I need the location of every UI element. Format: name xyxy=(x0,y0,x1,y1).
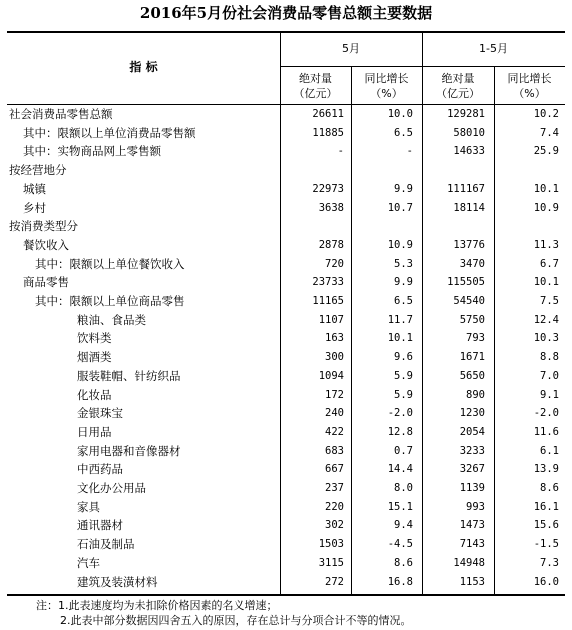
cell-may-growth: 5.9 xyxy=(394,388,413,401)
cell-may-growth: 8.0 xyxy=(394,482,413,494)
col-divider xyxy=(351,67,352,595)
table-bottom-rule xyxy=(7,594,565,596)
cell-may-abs: 300 xyxy=(325,351,344,364)
cell-ytd-abs: 993 xyxy=(466,500,485,513)
cell-ytd-abs: 2054 xyxy=(459,425,485,438)
cell-ytd-abs: 129281 xyxy=(447,108,485,120)
cell-ytd-abs: 1139 xyxy=(459,482,485,494)
row-label: 其中：限额以上单位餐饮收入 xyxy=(35,256,185,271)
cell-may-growth: - xyxy=(406,145,413,158)
cell-may-abs: 667 xyxy=(325,463,344,476)
row-label: 城镇 xyxy=(23,181,46,196)
cell-may-growth: 8.6 xyxy=(394,556,413,569)
cell-ytd-abs: 793 xyxy=(466,332,485,345)
cell-ytd-abs: 3233 xyxy=(459,444,485,457)
col-divider xyxy=(280,31,281,595)
cell-ytd-growth: 11.3 xyxy=(533,238,559,251)
row-label: 服装鞋帽、针纺织品 xyxy=(77,368,181,383)
cell-may-abs: - xyxy=(337,145,344,158)
cell-may-growth: 15.1 xyxy=(387,500,413,513)
row-label: 化妆品 xyxy=(77,387,112,402)
cell-may-growth: 10.9 xyxy=(387,238,413,251)
cell-may-abs: 237 xyxy=(325,482,344,494)
row-label: 粮油、食品类 xyxy=(77,312,146,327)
cell-ytd-abs: 5750 xyxy=(459,313,485,326)
cell-ytd-growth: 10.3 xyxy=(533,332,559,345)
cell-ytd-growth: 12.4 xyxy=(533,313,559,326)
cell-may-growth: 12.8 xyxy=(387,425,413,438)
row-label: 其中：限额以上单位商品零售 xyxy=(35,294,185,308)
cell-may-abs: 163 xyxy=(325,332,344,345)
cell-ytd-abs: 13776 xyxy=(453,238,485,251)
cell-may-growth: 6.5 xyxy=(394,126,413,139)
cell-ytd-abs: 14948 xyxy=(453,556,485,569)
growth-header-jan-may: 同比增长 （%） xyxy=(507,72,552,100)
cell-ytd-abs: 3470 xyxy=(459,257,485,270)
cell-ytd-abs: 1473 xyxy=(459,519,485,532)
cell-ytd-abs: 7143 xyxy=(459,538,485,551)
cell-ytd-growth: -1.5 xyxy=(533,538,559,551)
row-label: 饮料类 xyxy=(77,331,112,346)
row-label: 商品零售 xyxy=(23,275,69,290)
cell-ytd-abs: 5650 xyxy=(459,369,485,382)
table-title: 2016年5月份社会消费品零售总额主要数据 xyxy=(139,4,433,22)
header-bottom-rule xyxy=(7,104,565,105)
indicator-header: 指 标 xyxy=(129,60,158,74)
cell-ytd-abs: 111167 xyxy=(447,182,485,195)
cell-ytd-growth: 7.3 xyxy=(540,556,559,569)
cell-may-growth: 5.9 xyxy=(394,369,413,382)
abs-header-may: 绝对量 （亿元） xyxy=(293,72,338,100)
cell-ytd-abs: 1230 xyxy=(459,407,485,420)
table-top-rule xyxy=(7,31,565,33)
row-label: 按经营地分 xyxy=(9,163,67,178)
cell-ytd-growth: 10.9 xyxy=(533,201,559,214)
cell-may-growth: 9.6 xyxy=(394,351,413,364)
cell-ytd-growth: 8.8 xyxy=(540,351,559,364)
cell-ytd-abs: 14633 xyxy=(453,145,485,158)
row-label: 家用电器和音像器材 xyxy=(77,443,181,458)
row-label: 家具 xyxy=(77,499,100,514)
cell-may-abs: 422 xyxy=(325,425,344,438)
col-divider xyxy=(494,67,495,595)
footnote-2: 2.此表中部分数据因四舍五入的原因，存在总计与分项合计不等的情况。 xyxy=(60,614,412,627)
cell-ytd-abs: 58010 xyxy=(453,126,485,139)
col-divider xyxy=(422,31,423,595)
cell-ytd-growth: 25.9 xyxy=(533,145,559,158)
cell-may-abs: 1094 xyxy=(318,369,344,382)
cell-may-abs: 3115 xyxy=(318,556,344,569)
cell-ytd-growth: 9.1 xyxy=(540,388,559,401)
abs-header-jan-may: 绝对量 （亿元） xyxy=(436,72,480,100)
cell-may-abs: 720 xyxy=(325,257,344,270)
cell-ytd-abs: 1153 xyxy=(459,575,485,588)
period-header-may: 5月 xyxy=(342,42,360,55)
cell-ytd-growth: 10.1 xyxy=(533,276,559,289)
cell-ytd-abs: 1671 xyxy=(459,351,485,364)
period-header-jan-may: 1-5月 xyxy=(479,42,508,55)
cell-may-growth: 10.0 xyxy=(387,108,413,120)
cell-may-growth: 10.7 xyxy=(387,201,413,214)
cell-ytd-growth: 10.2 xyxy=(533,108,559,120)
row-label: 文化办公用品 xyxy=(77,481,146,495)
row-label: 通讯器材 xyxy=(77,518,123,533)
cell-ytd-growth: 8.6 xyxy=(540,482,559,494)
cell-may-growth: 9.9 xyxy=(394,182,413,195)
cell-may-abs: 22973 xyxy=(312,182,344,195)
row-label: 乡村 xyxy=(23,200,46,215)
cell-may-abs: 1107 xyxy=(318,313,344,326)
footnote-1: 注：1.此表速度均为未扣除价格因素的名义增速； xyxy=(36,599,278,612)
cell-may-abs: 2878 xyxy=(318,238,344,251)
row-label: 烟酒类 xyxy=(77,350,112,365)
cell-ytd-abs: 890 xyxy=(466,388,485,401)
cell-may-abs: 11165 xyxy=(312,295,344,307)
cell-ytd-growth: 6.7 xyxy=(540,257,559,270)
cell-ytd-growth: 16.1 xyxy=(533,500,559,513)
cell-may-growth: -2.0 xyxy=(387,407,413,420)
cell-ytd-growth: 7.0 xyxy=(540,369,559,382)
cell-ytd-growth: 10.1 xyxy=(533,182,559,195)
cell-may-growth: 5.3 xyxy=(394,257,413,270)
footnotes xyxy=(36,598,412,628)
cell-may-growth: 16.8 xyxy=(387,575,413,588)
row-label: 按消费类型分 xyxy=(9,219,78,234)
cell-ytd-growth: 7.4 xyxy=(540,126,559,139)
cell-may-growth: 10.1 xyxy=(387,332,413,345)
row-label: 其中：实物商品网上零售额 xyxy=(23,144,161,159)
cell-may-abs: 220 xyxy=(325,500,344,513)
row-label: 汽车 xyxy=(77,555,100,570)
cell-may-abs: 240 xyxy=(325,407,344,420)
cell-may-growth: -4.5 xyxy=(387,538,413,551)
cell-may-abs: 3638 xyxy=(318,201,344,214)
row-label: 日用品 xyxy=(77,424,112,439)
data-table xyxy=(7,31,565,595)
cell-may-abs: 302 xyxy=(325,519,344,532)
cell-ytd-abs: 18114 xyxy=(453,201,485,214)
cell-may-abs: 1503 xyxy=(318,538,344,551)
cell-may-abs: 272 xyxy=(325,575,344,588)
row-label: 石油及制品 xyxy=(77,537,135,552)
growth-header-may: 同比增长 （%） xyxy=(364,72,409,100)
cell-ytd-abs: 54540 xyxy=(453,295,485,307)
cell-may-growth: 11.7 xyxy=(387,313,413,326)
cell-ytd-growth: -2.0 xyxy=(533,407,559,420)
cell-ytd-growth: 16.0 xyxy=(533,575,559,588)
cell-may-growth: 9.9 xyxy=(394,276,413,289)
row-label: 其中：限额以上单位消费品零售额 xyxy=(23,125,196,140)
cell-may-abs: 11885 xyxy=(312,126,344,139)
cell-ytd-growth: 13.9 xyxy=(533,463,559,476)
row-label: 建筑及装潢材料 xyxy=(77,574,158,589)
row-label: 社会消费品零售总额 xyxy=(9,107,113,121)
cell-may-growth: 9.4 xyxy=(394,519,413,532)
row-label: 餐饮收入 xyxy=(23,237,69,252)
cell-ytd-growth: 15.6 xyxy=(533,519,559,532)
cell-ytd-abs: 3267 xyxy=(459,463,485,476)
row-label: 金银珠宝 xyxy=(77,406,123,421)
cell-ytd-abs: 115505 xyxy=(447,276,485,289)
cell-may-growth: 14.4 xyxy=(387,463,413,476)
cell-may-abs: 26611 xyxy=(312,108,344,120)
cell-ytd-growth: 11.6 xyxy=(533,425,559,438)
cell-may-growth: 0.7 xyxy=(394,444,413,457)
cell-may-abs: 23733 xyxy=(312,276,344,289)
cell-may-abs: 172 xyxy=(325,388,344,401)
row-label: 中西药品 xyxy=(77,462,123,477)
cell-may-abs: 683 xyxy=(325,444,344,457)
cell-may-growth: 6.5 xyxy=(394,295,413,307)
cell-ytd-growth: 6.1 xyxy=(540,444,559,457)
cell-ytd-growth: 7.5 xyxy=(540,295,559,307)
